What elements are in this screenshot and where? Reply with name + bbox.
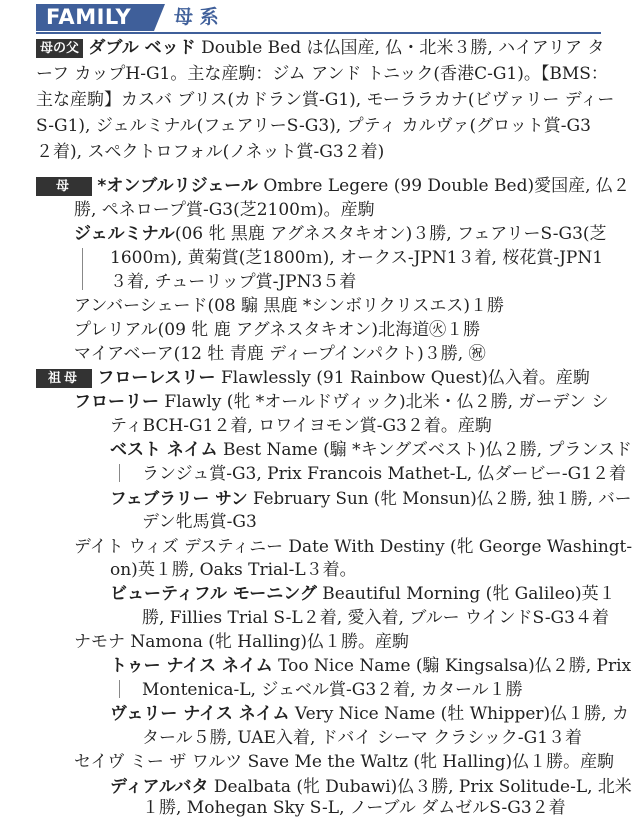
entry-name: ビューティフル モーニング xyxy=(110,584,317,604)
sire-line-1 xyxy=(36,36,604,60)
progeny-ambershade: アンバーシェード(08 騸 黒鹿 *シンボリクリスエス)１勝 xyxy=(74,296,504,316)
sire-line-3: 主な産駒】カスバ ブリス(カドラン賞-G1), モーララカナ(ビヴァリー ディー xyxy=(36,90,615,110)
entry-february-sun-line-2: デン牝馬賞-G3 xyxy=(142,512,257,532)
indent-bar xyxy=(119,680,120,698)
entry-text: Flawly (牝 *オールドヴィック)北米・仏２勝, ガーデン シ xyxy=(164,392,609,412)
entry-dealbata-line-2: １勝, Mohegan Sky S-L, ノーブル ダムゼルS-G3２着 xyxy=(142,798,566,818)
dam-line-2: 勝, ペネロープ賞-G3(芝2100ｍ)。産駒 xyxy=(74,200,375,220)
entry-very-nice-name xyxy=(110,702,629,726)
family-label-jp: 母 系 xyxy=(174,6,219,28)
entry-text: Too Nice Name (騸 Kingsalsa)仏２勝, Prix xyxy=(278,656,632,676)
entry-date-with-destiny-line-2: on)英１勝, Oaks Trial-L３着。 xyxy=(110,560,357,580)
entry-flawly xyxy=(74,390,608,414)
sire-line-2: ーフ カップH-G1。主な産駒：ジム アンド トニック(香港C-G1)。【BMS： xyxy=(36,64,608,84)
progeny-text: (06 牝 黒鹿 アグネスタキオン)３勝, フェアリーS-G3(芝 xyxy=(174,224,607,244)
sire-line-4: S-G1), ジェルミナル(フェアリーS-G3), プティ カルヴァ(グロット賞-G3 xyxy=(36,116,591,136)
indent-bar xyxy=(119,464,120,482)
entry-too-nice-name-line-2: Montenica-L, ジェベル賞-G3２着, カタール１勝 xyxy=(142,680,523,700)
entry-best-name xyxy=(110,438,632,462)
granddam-line-1 xyxy=(36,366,590,390)
entry-best-name-line-2: ランジュ賞-G3, Prix Francois Mathet-L, 仏ダービー-G1２着 xyxy=(142,464,627,484)
entry-text: Dealbata (牝 Dubawi)仏３勝, Prix Solitude-L, 北米 xyxy=(213,776,632,796)
sire-text: Double Bed は仏国産, 仏・北米３勝, ハイアリア タ xyxy=(201,38,605,58)
entry-flawly-line-2: ティBCH-G1２着, ロワイヨモン賞-G3２着。産駒 xyxy=(110,416,492,436)
entry-too-nice-name xyxy=(110,654,631,678)
entry-dealbata xyxy=(110,774,632,798)
family-label: FAMILY xyxy=(36,4,154,31)
progeny-germinal-line-3: ３着, チューリップ賞-JPN3５着 xyxy=(110,272,357,292)
entry-name: トゥー ナイス ネイム xyxy=(110,656,273,676)
indent-bar xyxy=(82,248,83,290)
sire-line-5: ２着), スペクトロフォル(ノネット賞-G3２着) xyxy=(36,142,385,162)
progeny-germinal-line-2: 1600ｍ), 黄菊賞(芝1800ｍ), オークス-JPN1３着, 桜花賞-JPN1 xyxy=(110,248,604,268)
sire-tag: 母の父 xyxy=(36,39,83,58)
dam-tag: 母 xyxy=(36,177,92,196)
header-rule xyxy=(36,32,601,34)
entry-namona: ナモナ Namona (牝 Halling)仏１勝。産駒 xyxy=(74,632,410,652)
entry-text: February Sun (牝 Monsun)仏２勝, 独１勝, バー xyxy=(252,488,632,508)
progeny-name: ジェルミナル xyxy=(74,224,175,244)
progeny-prairial: プレリアル(09 牝 鹿 アグネスタキオン)北海道㊋１勝 xyxy=(74,320,481,340)
dam-name: *オンブルリジェール xyxy=(97,176,258,196)
entry-beautiful-morning xyxy=(110,582,616,606)
section-header xyxy=(36,4,601,32)
entry-name: フェブラリー サン xyxy=(110,488,248,508)
entry-beautiful-morning-line-2: 勝, Fillies Trial S-L２着, 愛入着, ブルー ウインドS-G3４着 xyxy=(142,608,609,628)
dam-line-1 xyxy=(36,174,630,198)
entry-very-nice-name-line-2: タール５勝, UAE入着, ドバイ シーマ クラシック-G1３着 xyxy=(142,728,583,748)
progeny-meyerbeer: マイアベーア(12 牡 青鹿 ディープインパクト)３勝, ㊗ xyxy=(74,344,486,364)
entry-name: ヴェリー ナイス ネイム xyxy=(110,704,290,724)
entry-date-with-destiny: デイト ウィズ デスティニー Date With Destiny (牝 George Washingt- xyxy=(74,536,633,556)
granddam-name: フローレスリー xyxy=(97,368,216,388)
dam-text: Ombre Legere (99 Double Bed)愛国産, 仏２ xyxy=(263,176,630,196)
granddam-text: Flawlessly (91 Rainbow Quest)仏入着。産駒 xyxy=(220,368,590,388)
entry-name: フローリー xyxy=(74,392,159,412)
entry-text: Best Name (騸 *キングズベスト)仏２勝, プランスド xyxy=(223,440,632,460)
entry-name: ディアルバタ xyxy=(110,776,209,796)
entry-save-me-the-waltz: セイヴ ミー ザ ワルツ Save Me the Waltz (牝 Halling)仏１勝。産駒 xyxy=(74,752,615,772)
granddam-tag: 祖母 xyxy=(36,369,92,388)
progeny-germinal xyxy=(74,222,607,246)
entry-name: ベスト ネイム xyxy=(110,440,218,460)
sire-name: ダブル ベッド xyxy=(88,38,196,58)
entry-february-sun xyxy=(110,486,631,510)
entry-text: Very Nice Name (牡 Whipper)仏１勝, カ xyxy=(294,704,629,724)
entry-text: Beautiful Morning (牝 Galileo)英１ xyxy=(322,584,616,604)
